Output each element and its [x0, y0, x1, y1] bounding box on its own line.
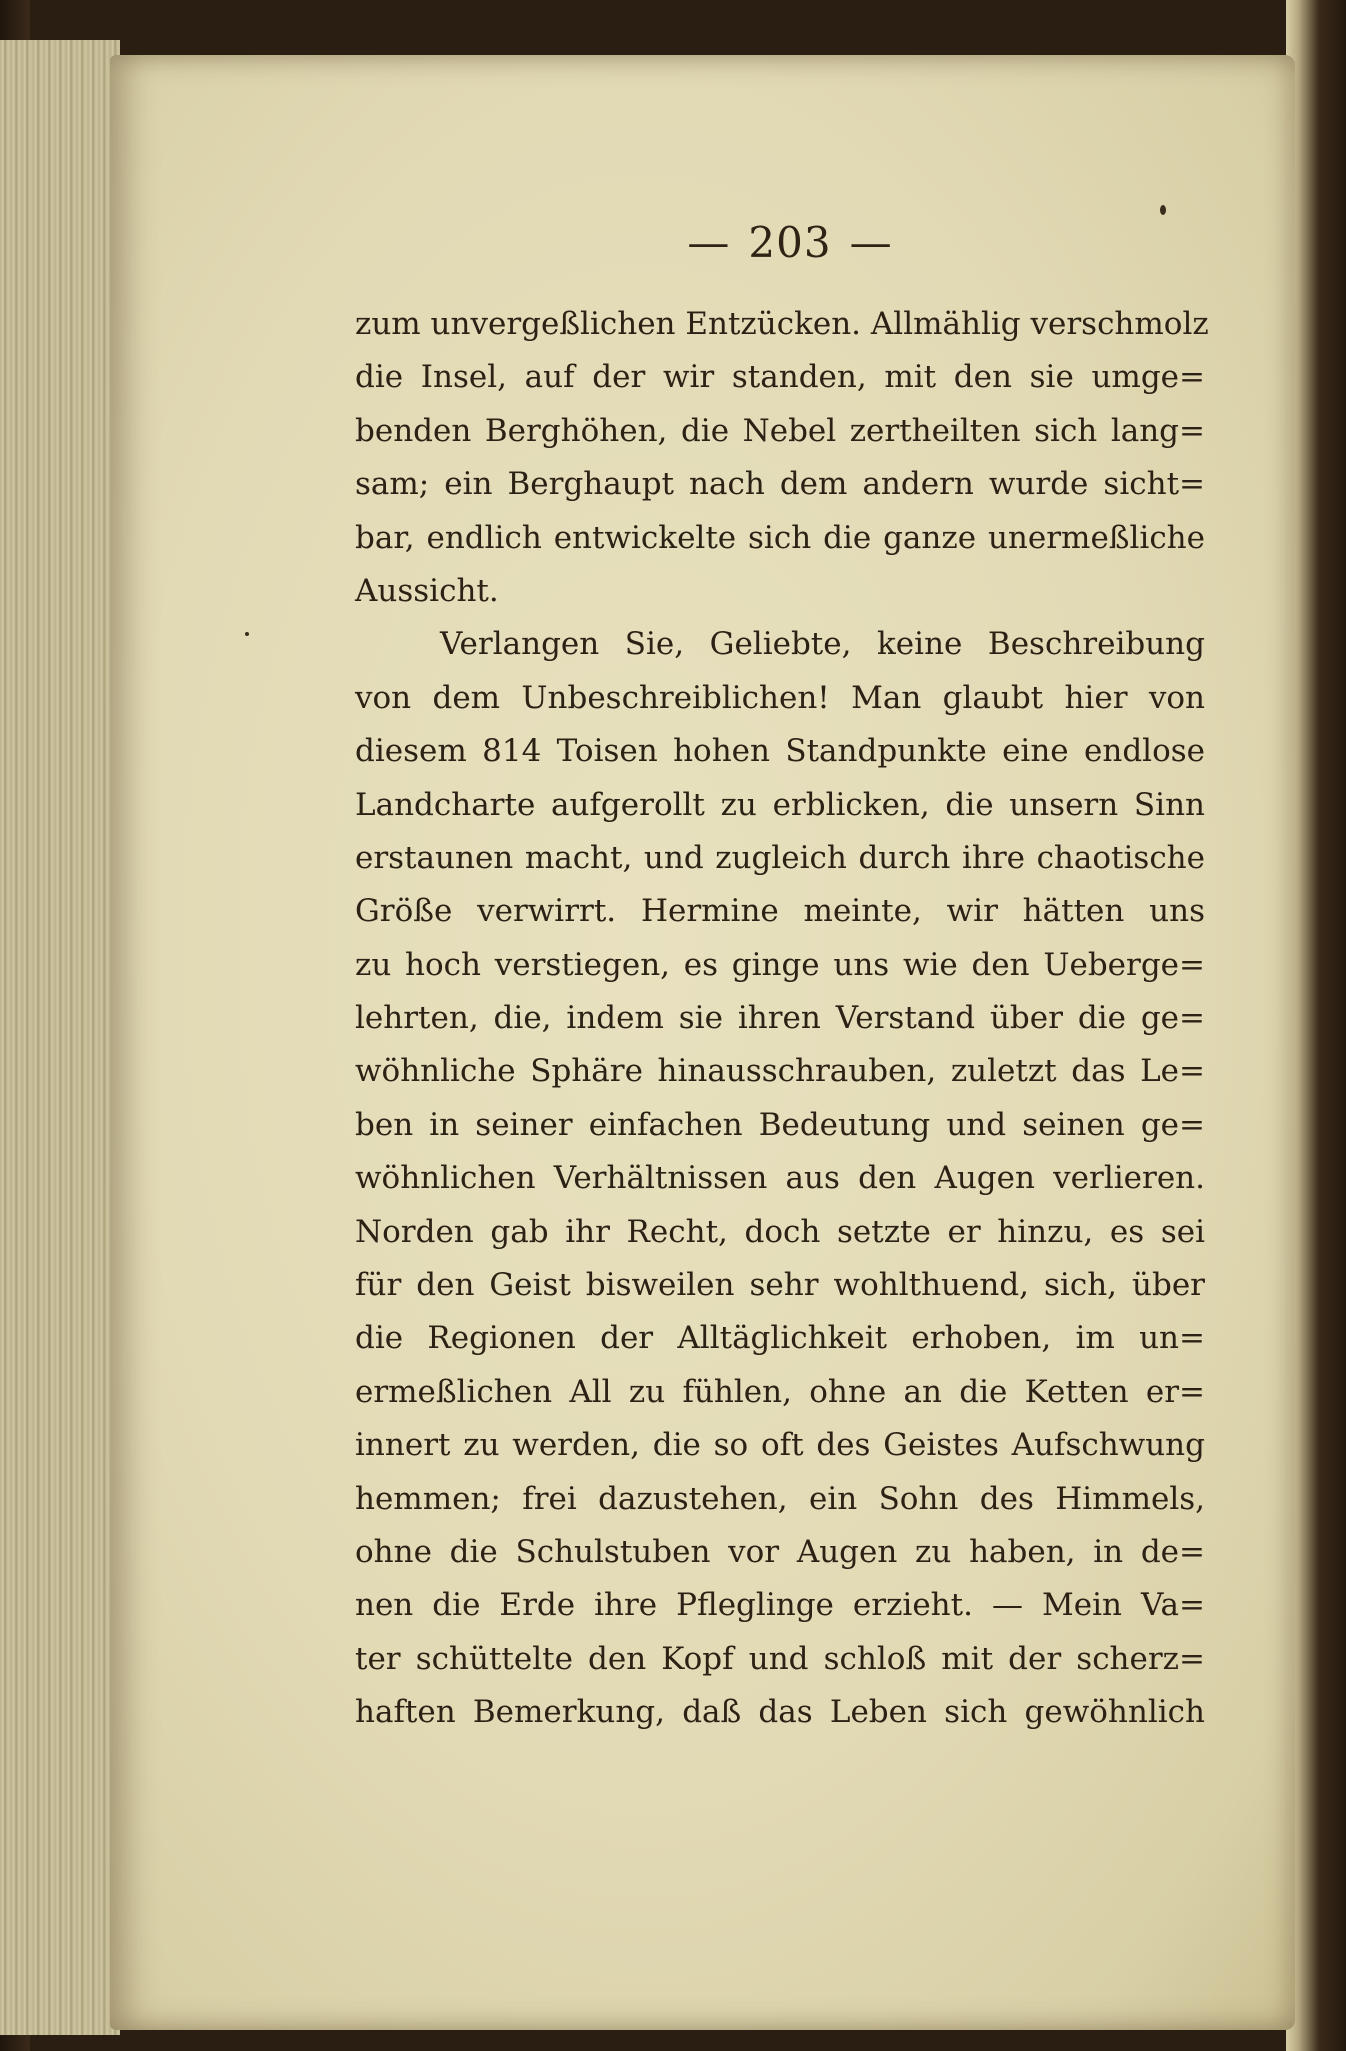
text-line: lehrten, die, indem sie ihren Verstand über die ge=	[355, 1000, 1205, 1037]
page-stack-edges	[0, 40, 120, 2035]
text-line: die Insel, auf der wir standen, mit den sie umge=	[355, 359, 1205, 396]
header-dash-right: —	[849, 218, 893, 267]
text-line: bar, endlich entwickelte sich die ganze unermeßliche	[355, 519, 1205, 556]
text-line: haften Bemerkung, daß das Leben sich gewöhnlich	[355, 1694, 1205, 1731]
text-line: sam; ein Berghaupt nach dem andern wurde sicht=	[355, 466, 1205, 503]
text-line: ohne die Schulstuben vor Augen zu haben, in de=	[355, 1533, 1205, 1570]
text-line: wöhnliche Sphäre hinausschrauben, zuletzt das Le=	[355, 1053, 1205, 1090]
ink-speck	[1160, 205, 1166, 215]
text-line: nen die Erde ihre Pfleglinge erzieht. — Mein Va=	[355, 1587, 1205, 1624]
body-text	[355, 298, 1209, 1740]
ink-speck	[245, 632, 249, 636]
text-line: die Regionen der Alltäglichkeit erhoben, im un=	[355, 1320, 1205, 1357]
text-line: Landcharte aufgerollt zu erblicken, die unsern Sinn	[355, 786, 1205, 823]
text-line: hemmen; frei dazustehen, ein Sohn des Himmels,	[355, 1480, 1205, 1517]
text-line: zum unvergeßlichen Entzücken. Allmählig verschmolz	[355, 306, 1209, 342]
page-number: 203	[748, 218, 832, 267]
text-line: erstaunen macht, und zugleich durch ihre chaotische	[355, 839, 1205, 876]
text-line: von dem Unbeschreiblichen! Man glaubt hier von	[355, 679, 1205, 716]
text-line: ter schüttelte den Kopf und schloß mit der scherz=	[355, 1640, 1205, 1677]
text-line: wöhnlichen Verhältnissen aus den Augen verlieren.	[355, 1160, 1205, 1197]
text-line: Norden gab ihr Recht, doch setzte er hinzu, es sei	[355, 1213, 1205, 1250]
text-line: Verlangen Sie, Geliebte, keine Beschreibung	[440, 626, 1205, 663]
text-line: ben in seiner einfachen Bedeutung und seinen ge=	[355, 1106, 1205, 1143]
text-line: ermeßlichen All zu fühlen, ohne an die Ketten er=	[355, 1373, 1205, 1410]
page-header	[660, 218, 920, 267]
header-dash-left: —	[687, 218, 731, 267]
text-line: Größe verwirrt. Hermine meinte, wir hätten uns	[355, 893, 1205, 930]
text-line: benden Berghöhen, die Nebel zertheilten sich lang=	[355, 412, 1205, 449]
text-line: zu hoch verstiegen, es ginge uns wie den Ueberge=	[355, 946, 1205, 983]
text-line: diesem 814 Toisen hohen Standpunkte eine endlose	[355, 733, 1205, 770]
book-spine-shadow	[1286, 0, 1346, 2051]
text-line: innert zu werden, die so oft des Geistes Aufschwung	[355, 1427, 1205, 1464]
text-line: Aussicht.	[355, 572, 499, 609]
text-line: für den Geist bisweilen sehr wohlthuend, sich, über	[355, 1267, 1205, 1304]
